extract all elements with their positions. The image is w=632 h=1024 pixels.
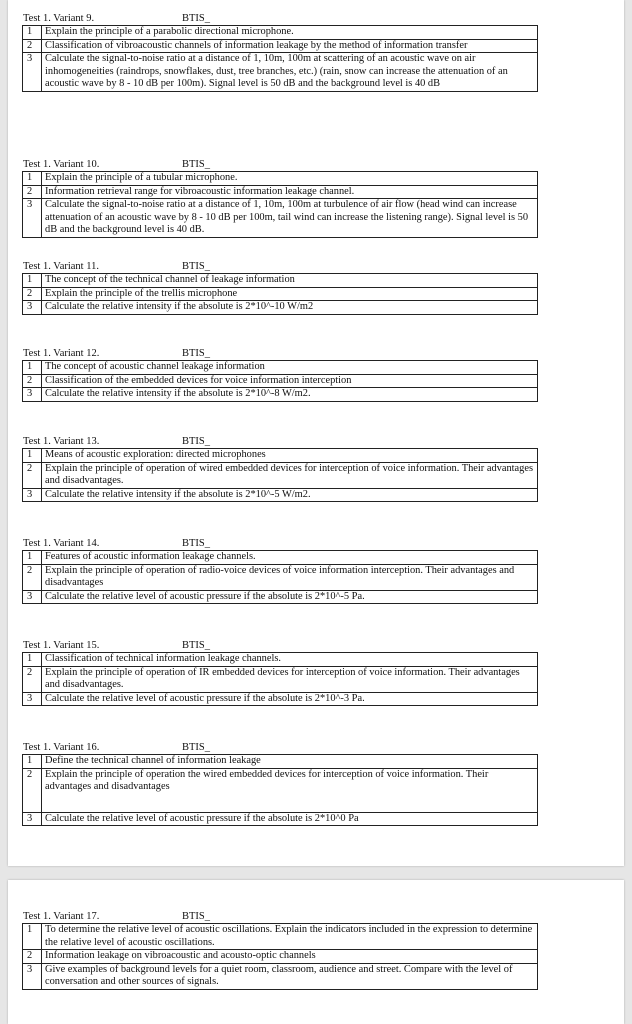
question-row [23, 963, 538, 989]
question-row [23, 287, 538, 301]
question-text: Classification of the embedded devices for voice information interception [42, 374, 538, 388]
test-variant-11 [22, 260, 538, 315]
course-code: BTIS_ [182, 640, 211, 651]
question-text: Calculate the signal-to-noise ratio at a distance of 1, 10m, 100m at turbulence of air flow (head wind can increase attenuation of an acoustic wave by 8 - 10 dB per 100m, tail wind can increase the listening range). Signal level is 50 dB and the background level is 40 dB. [42, 199, 538, 238]
test-header [22, 158, 538, 171]
question-row [23, 26, 538, 40]
question-number: 1 [23, 755, 42, 769]
question-table [22, 448, 538, 502]
course-code: BTIS_ [182, 348, 211, 359]
question-row [23, 812, 538, 826]
question-number: 2 [23, 374, 42, 388]
question-number: 3 [23, 199, 42, 238]
question-text: Calculate the relative level of acoustic pressure if the absolute is 2*10^-5 Pa. [42, 590, 538, 604]
test-variant-9 [22, 12, 538, 92]
question-number: 3 [23, 53, 42, 92]
question-number: 3 [23, 963, 42, 989]
course-code: BTIS_ [182, 159, 211, 170]
test-variant-14 [22, 537, 538, 604]
question-text: The concept of acoustic channel leakage information [42, 361, 538, 375]
course-code: BTIS_ [182, 436, 211, 447]
question-row [23, 374, 538, 388]
question-number: 2 [23, 462, 42, 488]
test-header [22, 260, 538, 273]
question-text: Calculate the relative intensity if the absolute is 2*10^-5 W/m2. [42, 488, 538, 502]
question-number: 1 [23, 274, 42, 288]
question-row [23, 301, 538, 315]
test-variant-16 [22, 741, 538, 826]
question-text: Information leakage on vibroacoustic and acousto-optic channels [42, 950, 538, 964]
question-number: 1 [23, 26, 42, 40]
question-table [22, 754, 538, 826]
course-code: BTIS_ [182, 742, 211, 753]
test-header [22, 537, 538, 550]
question-row [23, 924, 538, 950]
question-row [23, 39, 538, 53]
document-page-1 [8, 0, 624, 866]
test-title: Test 1. Variant 12. [23, 348, 100, 359]
course-code: BTIS_ [182, 261, 211, 272]
test-variant-12 [22, 347, 538, 402]
question-row [23, 950, 538, 964]
question-number: 1 [23, 172, 42, 186]
question-text: Give examples of background levels for a quiet room, classroom, audience and street. Compare with the level of conversation and other sources of signals. [42, 963, 538, 989]
question-number: 3 [23, 388, 42, 402]
question-text: The concept of the technical channel of leakage information [42, 274, 538, 288]
question-row [23, 551, 538, 565]
question-text: Explain the principle of a tubular microphone. [42, 172, 538, 186]
question-text: Explain the principle of operation of wired embedded devices for interception of voice information. Their advantages and disadvantages. [42, 462, 538, 488]
question-text: Explain the principle of the trellis microphone [42, 287, 538, 301]
question-text: Explain the principle of a parabolic directional microphone. [42, 26, 538, 40]
test-variant-10 [22, 158, 538, 238]
question-number: 1 [23, 924, 42, 950]
question-text: Information retrieval range for vibroacoustic information leakage channel. [42, 185, 538, 199]
test-header [22, 639, 538, 652]
question-number: 3 [23, 812, 42, 826]
question-row [23, 653, 538, 667]
question-number: 2 [23, 950, 42, 964]
question-table [22, 360, 538, 402]
question-number: 3 [23, 692, 42, 706]
question-number: 2 [23, 564, 42, 590]
question-row [23, 361, 538, 375]
test-variant-17 [22, 910, 538, 990]
question-table [22, 550, 538, 604]
test-title: Test 1. Variant 15. [23, 640, 100, 651]
question-row [23, 199, 538, 238]
course-code: BTIS_ [182, 13, 211, 24]
question-row [23, 185, 538, 199]
question-table [22, 171, 538, 238]
question-text: Calculate the signal-to-noise ratio at a distance of 1, 10m, 100m at scattering of an acoustic wave on air inhomogeneities (raindrops, snowflakes, dust, tree branches, etc.) (rain, snow can increase the attenuation of an acoustic wave by 8 - 10 dB per 100m). Signal level is 50 dB and the background level is 40 dB [42, 53, 538, 92]
question-text: Calculate the relative level of acoustic pressure if the absolute is 2*10^0 Pa [42, 812, 538, 826]
course-code: BTIS_ [182, 911, 211, 922]
question-row [23, 388, 538, 402]
test-header [22, 910, 538, 923]
question-text: Explain the principle of operation of IR embedded devices for interception of voice information. Their advantages and disadvantages. [42, 666, 538, 692]
question-row [23, 590, 538, 604]
question-text: To determine the relative level of acoustic oscillations. Explain the indicators included in the expression to determine the relative level of acoustic oscillations. [42, 924, 538, 950]
question-number: 1 [23, 653, 42, 667]
question-row [23, 666, 538, 692]
test-title: Test 1. Variant 13. [23, 436, 100, 447]
question-text: Features of acoustic information leakage channels. [42, 551, 538, 565]
question-number: 3 [23, 488, 42, 502]
test-title: Test 1. Variant 17. [23, 911, 100, 922]
test-variant-15 [22, 639, 538, 706]
question-table [22, 923, 538, 990]
question-text: Calculate the relative level of acoustic pressure if the absolute is 2*10^-3 Pa. [42, 692, 538, 706]
question-table [22, 652, 538, 706]
question-number: 1 [23, 449, 42, 463]
question-number: 1 [23, 361, 42, 375]
question-table [22, 25, 538, 92]
test-header [22, 435, 538, 448]
test-title: Test 1. Variant 11. [23, 261, 99, 272]
question-text: Explain the principle of operation the wired embedded devices for interception of voice information. Their advantages and disadvantages [42, 768, 538, 812]
question-number: 2 [23, 39, 42, 53]
question-row [23, 449, 538, 463]
question-row [23, 755, 538, 769]
test-header [22, 741, 538, 754]
question-text: Calculate the relative intensity if the absolute is 2*10^-8 W/m2. [42, 388, 538, 402]
test-title: Test 1. Variant 9. [23, 13, 95, 24]
question-number: 3 [23, 301, 42, 315]
question-row [23, 488, 538, 502]
test-title: Test 1. Variant 10. [23, 159, 100, 170]
question-row [23, 564, 538, 590]
course-code: BTIS_ [182, 538, 211, 549]
document-page-2 [8, 880, 624, 1024]
question-row [23, 274, 538, 288]
question-text: Classification of vibroacoustic channels of information leakage by the method of information transfer [42, 39, 538, 53]
question-text: Classification of technical information leakage channels. [42, 653, 538, 667]
question-number: 2 [23, 185, 42, 199]
question-text: Define the technical channel of information leakage [42, 755, 538, 769]
question-table [22, 273, 538, 315]
question-number: 3 [23, 590, 42, 604]
question-row [23, 172, 538, 186]
question-number: 2 [23, 666, 42, 692]
question-row [23, 768, 538, 812]
question-number: 2 [23, 768, 42, 812]
test-header [22, 347, 538, 360]
test-variant-13 [22, 435, 538, 502]
test-title: Test 1. Variant 16. [23, 742, 100, 753]
question-text: Explain the principle of operation of radio-voice devices of voice information interception. Their advantages and disadvantages [42, 564, 538, 590]
test-title: Test 1. Variant 14. [23, 538, 100, 549]
test-header [22, 12, 538, 25]
question-row [23, 692, 538, 706]
question-text: Means of acoustic exploration: directed microphones [42, 449, 538, 463]
question-text: Calculate the relative intensity if the absolute is 2*10^-10 W/m2 [42, 301, 538, 315]
question-row [23, 462, 538, 488]
question-number: 1 [23, 551, 42, 565]
question-row [23, 53, 538, 92]
question-number: 2 [23, 287, 42, 301]
